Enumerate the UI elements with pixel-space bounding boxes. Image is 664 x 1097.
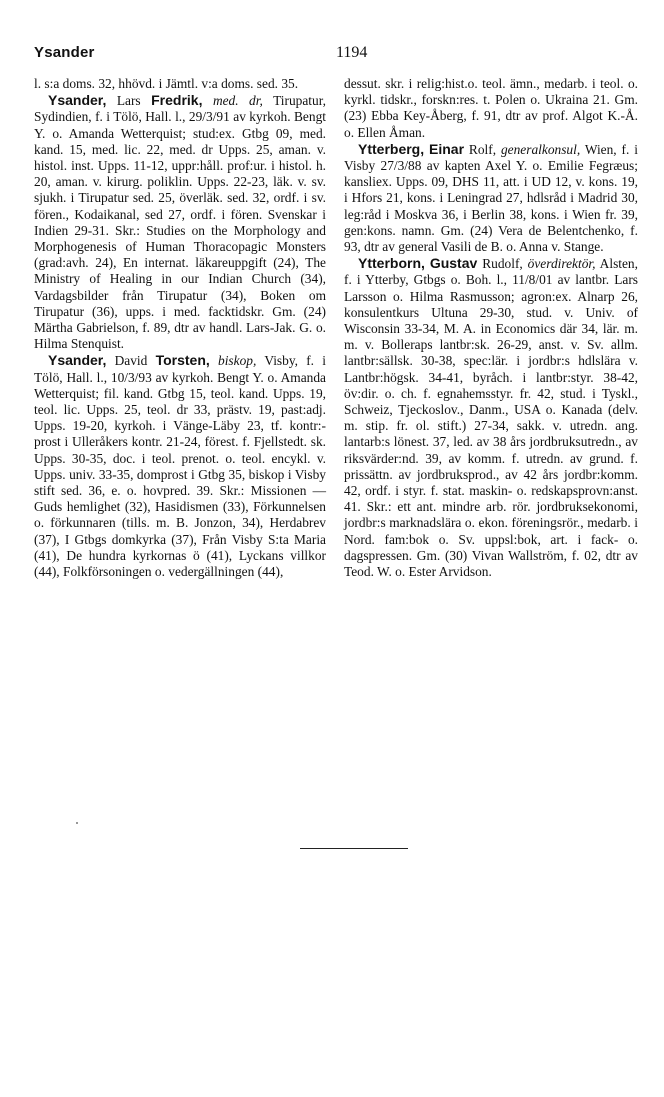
entry-continuation [34, 76, 326, 92]
entry-ysander-david-torsten [34, 352, 326, 580]
entry-given-main: Fredrik, [151, 92, 203, 109]
entry-ysander-lars-fredrik [34, 92, 326, 352]
entry-text: l. s:a doms. 32, hhövd. i Jämtl. v:a doms. sed. 35. [34, 76, 299, 91]
entry-given-main: Torsten, [155, 352, 210, 369]
entry-given-name: Rolf, [468, 141, 497, 157]
entry-ytterberg-einar-rolf [344, 141, 638, 255]
entry-text: dessut. skr. i relig:hist.o. teol. ämn., medarb. i teol. o. kyrkl. tidskr., forskn:res. t. Polen o. Ukraina 21. Gm.(23) Ebba Key-Åberg, f. 91, dtr av prof. Algot K.-Å. o. Ellen Åman. [344, 76, 638, 140]
entry-given-name: David [114, 353, 148, 369]
print-speck [76, 822, 78, 824]
entry-surname: Ysander, [48, 352, 107, 369]
page-header [34, 44, 638, 68]
entry-surname: Ytterberg, [358, 140, 425, 157]
entry-text: Tirupatur, Sydindien, f. i Tölö, Hall. l., 29/3/91 av kyrkoh. Bengt Y. o. Amanda Wetterquist; stud:ex. Gtbg 09, med. kand. 15, med. lic. 22, med. dr Upps. 25, aman. v. histol. inst. Upps. 11-12, uppr:håll. prof:ur. i histol. h. 20, aman. v. kirurg. poliklin. Upps. 22-23, läk. v. sv. sjukh. i Tirupatur sed. 25, överläk. sed. 32, ordf. i sv. fören., Kodaikanal, sed 27, ordf. i fören. Svenskar i Indien 29-31. Skr.: Studies on the Morphology and Morphogenesis of Human Thoracopagic Monsters (grad:avh. 24), En internat. läkareuppgift (24), The Ministry of Healing in our Indian Church (34), Vardagsbilder från Tirupatur (34), Boken om Tirupatur (36), upps. i med. facktidskr. Gm. (24) Märtha Gabrielson, f. 89, dtr av handl. Lars-Jak. G. o. Hilma Stenquist. [34, 93, 326, 352]
entry-text: Visby, f. i Tölö, Hall. l., 10/3/93 av kyrkoh. Bengt Y. o. Amanda Wetterquist; fil. kand. Gtbg 15, teol. kand. Upps. 19, teol. lic. Upps. 25, teol. dr 33, prästv. 19, past:adj. Upps. 19-20, kyrkoh. i Vänge-Läby 23, tf. kontr:-prost i Ulleråkers kontr. 21-24, förest. f. Fjellstedt. sk. Upps. 30-35, doc. i teol. prenot. o. teol. encykl. v. Upps. univ. 33-35, domprost i Gtbg 35, biskop i Visby stift sed. 36, e. o. hovpred. 39. Skr.: Missionen — Guds hemlighet (32), Hasidismen (33), Förkunnelsen o. förkunnaren (tills. m. B. Jonzon, 34), Herdabrev (37), I Gtbgs domkyrka (37), Från Visby S:ta Maria (41), De hundra kyrkornas ö (41), Lyckans villkor (44), Folkförsoningen o. vedergällningen (44), [34, 353, 326, 580]
page-number: 1194 [336, 44, 368, 61]
entry-text: Wien, f. i Visby 27/3/88 av kapten Axel Y. o. Emilie Fegræus; kansliex. Upps. 09, DHS 11, att. i UD 12, v. kons. 19, i Hfors 21, kons. i Leningrad 27, hdlsråd i Madrid 30, leg:råd i Moskva 36, i Berlin 38, kons. i Wien fr. 39, gen:kons. namn. Gm. (24) Vera de Belentchenko, f. 93, dtr av general Vasili de B. o. Anna v. Stange. [344, 141, 638, 255]
entry-continuation [344, 76, 638, 141]
entry-surname: Ytterborn, [358, 255, 425, 272]
entry-given-main: Gustav [429, 255, 478, 272]
entry-title: överdirektör, [527, 256, 596, 272]
end-rule [300, 848, 408, 849]
entry-text: Alsten, f. i Ytterby, Gtbgs o. Boh. l., 11/8/01 av lantbr. Lars Larsson o. Hilma Rasmusson; agron:ex. Alnarp 26, konsulentkurs Ultuna 29-30, stud. v. Univ. of Wisconsin 33-34, M. A. in Economics där 34, lär. m. m. v. Bolleraps lantbr:sk. 26-29, anst. v. Sv. allm. lantbr:sällsk. 30-38, spec:lär. i jordbr:s hdlslära v. Lantbr:högsk. 34-41, byråch. i lantbr:styr. 38-42, öv:dir. o. ch. f. egnahemsstyr. fr. 42, stud. i Tyskl., Schweiz, Tjeckoslov., Danm., USA o. Kanada (delv. m. stip. fr. ol. stift.) 27-34, sakk. v. utredn. ang. lantarb:s lönest. 37, led. av 38 års jordbruksutredn., av riksvärder:nd. 39, av komm. f. utredn. av grund. f. prissättn. av jordbruksprod., av 42 års jordbr:komm. 42, ordf. i styr. f. stat. maskin- o. redskapsprovn:anst. 41. Skr.: ett ant. mindre arb. rör. jordbruksekonomi, jordbr:s marknadslära o. ekon. föreningsrör., medarb. i Nord. fam:bok o. Sv. uppsl:bok, art. i fack- o. dagspressen. Gm. (30) Vivan Wallström, f. 02, dtr av Teod. W. o. Ester Arvidson. [344, 256, 638, 580]
running-head: Ysander [34, 44, 95, 61]
left-column [34, 76, 326, 580]
entry-given-main: Einar [429, 140, 465, 157]
entry-title: med. dr, [212, 93, 263, 109]
entry-surname: Ysander, [48, 92, 107, 109]
right-column [344, 76, 638, 580]
entry-given-name: Lars [116, 93, 141, 109]
entry-title: generalkonsul, [500, 141, 581, 157]
entry-given-name: Rudolf, [482, 256, 523, 272]
entry-ytterborn-gustav-rudolf [344, 255, 638, 580]
entry-title: biskop, [218, 353, 257, 369]
